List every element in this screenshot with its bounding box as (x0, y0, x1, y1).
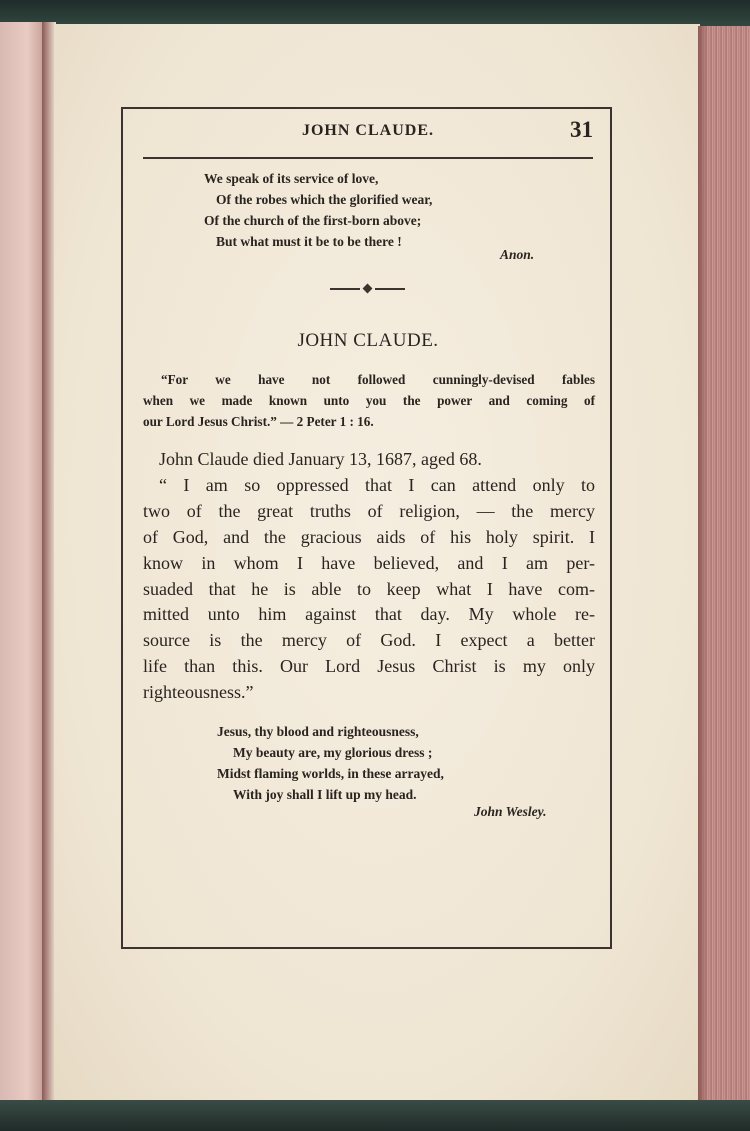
section-title: JOHN CLAUDE. (297, 330, 439, 351)
book-cover-top (0, 0, 750, 26)
verse-line: My beauty are, my glorious dress ; (233, 745, 433, 760)
body-line: two of the great truths of religion, — the mercy (143, 500, 595, 521)
running-head (143, 117, 593, 150)
ornament-bar (330, 288, 360, 290)
verse-line: But what must it be to be there ! (216, 234, 402, 249)
epigraph-line: “For we have not followed cunningly-devised fables (161, 372, 595, 387)
verse-line: We speak of its service of love, (204, 171, 379, 186)
body-line: “ I am so oppressed that I can attend only to (159, 474, 595, 495)
epigraph (143, 369, 595, 432)
verse-line: Of the church of the first-born above; (204, 213, 422, 228)
body-line: source is the mercy of God. I expect a better (143, 630, 595, 651)
body-line: mitted unto him against that day. My whole re- (143, 604, 595, 625)
body-text (143, 447, 595, 706)
ornament-divider (330, 282, 406, 296)
epigraph-line: when we made known unto you the power and coming of (143, 393, 595, 408)
ornament-bar (375, 288, 405, 290)
closing-verse (217, 721, 444, 805)
body-line: life than this. Our Lord Jesus Christ is my only (143, 656, 595, 677)
top-verse (204, 168, 432, 252)
closing-verse-attribution: John Wesley. (474, 804, 547, 819)
body-line: of God, and the gracious aids of his holy spirit. I (143, 526, 595, 547)
page-edges-shade (698, 26, 708, 1102)
verse-line: Of the robes which the glorified wear, (216, 192, 433, 207)
book-cover-bottom (0, 1100, 750, 1131)
header-rule (143, 157, 593, 159)
body-line: know in whom I have believed, and I am per- (143, 552, 595, 573)
epigraph-line: our Lord Jesus Christ.” — 2 Peter 1 : 16. (143, 414, 374, 429)
body-line: John Claude died January 13, 1687, aged 68. (159, 449, 482, 469)
top-verse-attribution: Anon. (500, 247, 535, 262)
body-line: suaded that he is able to keep what I have com- (143, 578, 595, 599)
verse-line: With joy shall I lift up my head. (233, 787, 417, 802)
verse-line: Midst flaming worlds, in these arrayed, (217, 766, 444, 781)
page-number: 31 (570, 117, 593, 142)
verse-line: Jesus, thy blood and righteousness, (217, 724, 419, 739)
running-head-title: JOHN CLAUDE. (301, 122, 434, 139)
body-line: righteousness.” (143, 682, 254, 703)
ornament-dot (363, 284, 373, 294)
